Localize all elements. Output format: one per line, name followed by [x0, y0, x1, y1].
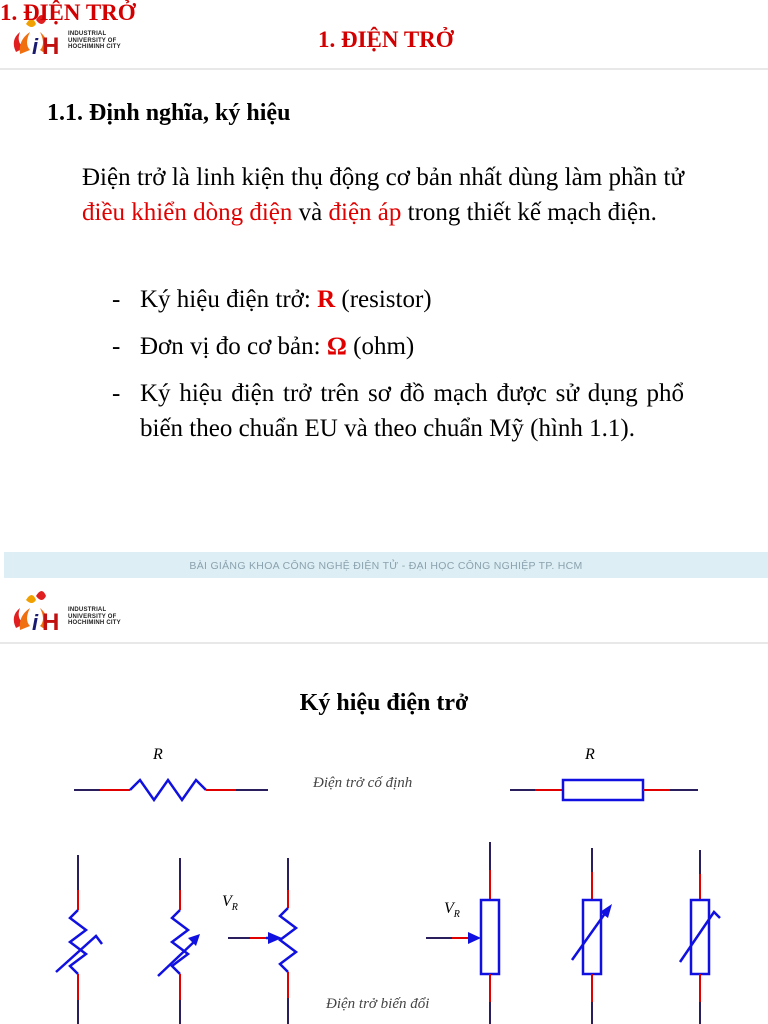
label-vr-left: $V_R$ [222, 893, 238, 914]
slide-title: 1. ĐIỆN TRỞ [318, 27, 454, 52]
variable-resistor-zigzag-1-icon [56, 855, 102, 1024]
potentiometer-box-icon [426, 842, 499, 1024]
slide-2-title: 1. ĐIỆN TRỞ [0, 0, 136, 25]
label-vr-right: $V_R$ [444, 900, 460, 921]
fixed-resistor-caption: Điện trở cố định [313, 775, 413, 791]
title-divider [0, 68, 768, 70]
variable-resistor-zigzag-2-icon [158, 858, 200, 1024]
slide-1: i H INDUSTRIAL UNIVERSITY OF HOCHIMINH CITY 1. ĐIỆN TRỞ 1.1. Định nghĩa, ký hiệu Điện trở là linh kiện thụ động cơ bản nhất dùng làm phần tử điều khiển dòng điện và điện áp trong thiết kế mạch điện. - Ký hiệu điện trở: R (resistor) - Đơn vị đo cơ bản: Ω (ohm) - Ký hiệu điện trở trên sơ đồ mạch được sử dụng phổ biến theo chuẩn EU và theo chuẩn Mỹ (hình 1.1). [0, 0, 768, 552]
thermistor-box-icon [680, 850, 720, 1024]
symbols-heading: Ký hiệu điện trở [299, 690, 469, 716]
svg-text:i: i [32, 34, 39, 59]
title-divider [0, 642, 768, 644]
svg-text:i: i [32, 610, 39, 635]
resistor-zigzag-icon [74, 780, 268, 800]
resistor-box-icon [510, 780, 698, 800]
definition-paragraph: Điện trở là linh kiện thụ động cơ bản nhất dùng làm phần tử điều khiển dòng điện và điện áp trong thiết kế mạch điện. [82, 164, 684, 226]
slide-footer: BÀI GIẢNG KHOA CÔNG NGHỆ ĐIỆN TỬ - ĐẠI HỌC CÔNG NGHIỆP TP. HCM [4, 552, 768, 578]
variable-resistor-box-icon [572, 848, 612, 1024]
logo-text: INDUSTRIAL UNIVERSITY OF HOCHIMINH CITY [68, 607, 121, 627]
label-r-box: R [585, 746, 595, 763]
label-r-zigzag: R [153, 746, 163, 763]
logo-text: INDUSTRIAL UNIVERSITY OF HOCHIMINH CITY [68, 31, 121, 51]
svg-text:H: H [42, 33, 60, 60]
variable-resistor-caption: Điện trở biến đổi [326, 996, 430, 1012]
potentiometer-zigzag-icon [228, 858, 296, 1024]
svg-text:H: H [42, 609, 60, 636]
section-heading: 1.1. Định nghĩa, ký hiệu [47, 100, 291, 126]
